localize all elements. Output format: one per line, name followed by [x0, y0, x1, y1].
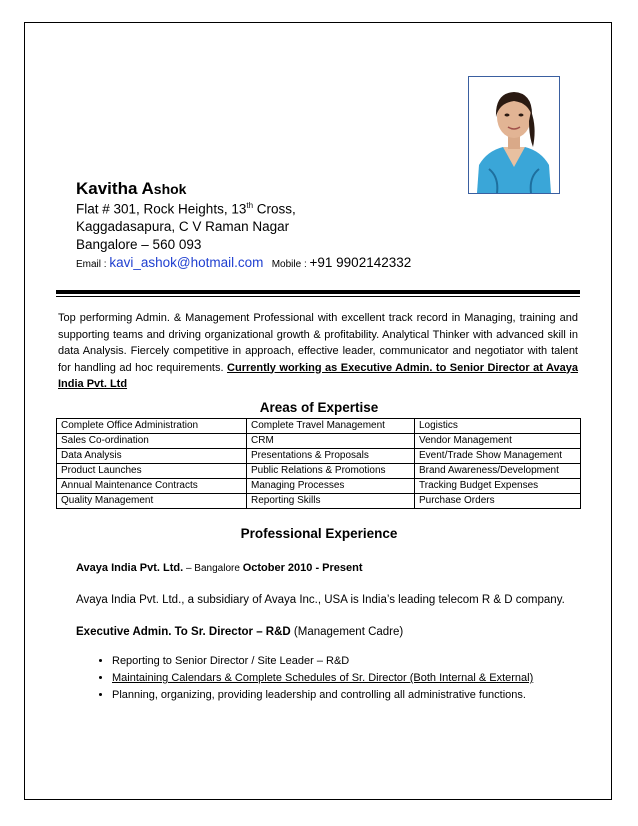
table-cell: CRM [247, 434, 415, 449]
current-position-highlight: Currently working as Executive Admin. to Senior Director at Avaya India Pvt. Ltd [58, 361, 578, 390]
expertise-title: Areas of Expertise [259, 400, 379, 415]
table-cell: Quality Management [57, 494, 247, 509]
table-row [57, 479, 581, 494]
expertise-table [56, 418, 581, 509]
table-cell: Sales Co-ordination [57, 434, 247, 449]
table-cell: Complete Travel Management [247, 419, 415, 434]
table-row [57, 449, 581, 464]
candidate-name: Kavitha Ashok [76, 179, 187, 198]
list-item: • Reporting to Senior Director / Site Leader – R&D [112, 653, 576, 670]
table-cell: Public Relations & Promotions [247, 464, 415, 479]
table-row [57, 464, 581, 479]
email-label: Email : [76, 259, 110, 270]
list-item: • Maintaining Calendars & Complete Schedules of Sr. Director (Both Internal & External) [112, 670, 576, 687]
table-cell: Data Analysis [57, 449, 247, 464]
experience-title: Professional Experience [240, 526, 398, 541]
contact-line [76, 255, 411, 270]
role-line [76, 626, 403, 638]
address-line-2: Kaggadasapura, C V Raman Nagar [76, 219, 290, 234]
divider-thin [56, 296, 580, 297]
table-cell: Logistics [415, 419, 581, 434]
table-cell: Presentations & Proposals [247, 449, 415, 464]
profile-photo [468, 76, 560, 194]
table-cell: Managing Processes [247, 479, 415, 494]
table-cell: Tracking Budget Expenses [415, 479, 581, 494]
table-cell: Brand Awareness/Development [415, 464, 581, 479]
table-cell: Event/Trade Show Management [415, 449, 581, 464]
table-cell: Vendor Management [415, 434, 581, 449]
duties-list [76, 653, 576, 704]
table-cell: Annual Maintenance Contracts [57, 479, 247, 494]
company-name: Avaya India Pvt. Ltd. [76, 562, 184, 574]
company-description: Avaya India Pvt. Ltd., a subsidiary of Avaya Inc., USA is India’s leading telecom R & D company. [76, 594, 565, 606]
mobile-number: +91 9902142332 [309, 255, 412, 270]
table-cell: Product Launches [57, 464, 247, 479]
divider-thick [56, 290, 580, 294]
email-link[interactable]: kavi_ashok@hotmail.com [109, 255, 264, 270]
table-cell: Complete Office Administration [57, 419, 247, 434]
employment-period: October 2010 - Present [242, 562, 363, 574]
list-item: • Planning, organizing, providing leadership and controlling all administrative functions. [112, 687, 576, 704]
table-row [57, 419, 581, 434]
address-line-3: Bangalore – 560 093 [76, 237, 202, 252]
profile-summary: Top performing Admin. & Management Professional with excellent track record in Managing, training and supporting teams and driving organizational growth & profitability. Analytical Thinker with advanced skill in data Analysis. Fiercely competitive in approach, effective leader, communicator and negotiator with talent for handling ad hoc requirements. Currently working as Executive Admin. to Senior Director at Avaya India Pvt. Ltd [58, 312, 578, 390]
mobile-label: Mobile : [271, 259, 310, 270]
table-cell: Reporting Skills [247, 494, 415, 509]
role-cadre: (Management Cadre) [290, 626, 404, 638]
table-cell: Purchase Orders [415, 494, 581, 509]
table-row [57, 494, 581, 509]
role-title: Executive Admin. To Sr. Director – R&D [76, 626, 291, 638]
address-line-1: Flat # 301, Rock Heights, 13th Cross, [76, 201, 296, 217]
company-line: Avaya India Pvt. Ltd. – Bangalore October 2010 - Present [76, 562, 363, 574]
table-row [57, 434, 581, 449]
